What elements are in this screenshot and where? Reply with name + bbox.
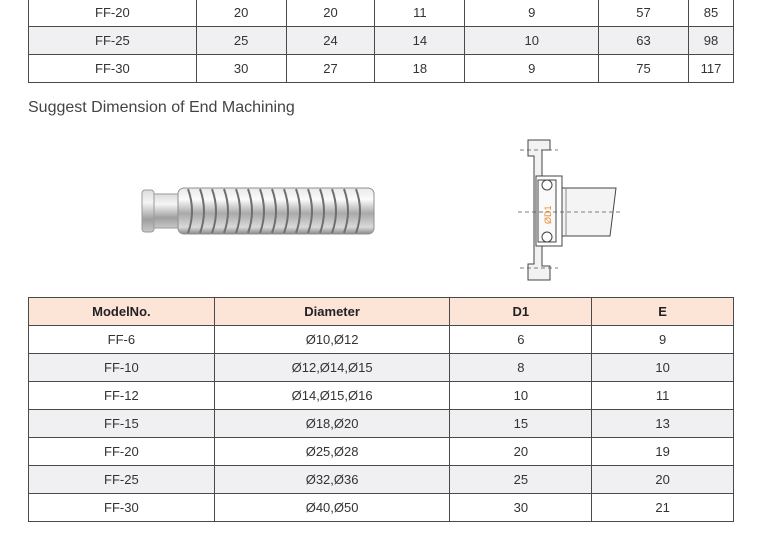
table-cell: FF-10: [29, 354, 215, 382]
table-cell: 9: [465, 55, 599, 83]
table-cell: 10: [450, 382, 592, 410]
table-cell: FF-25: [29, 466, 215, 494]
table-cell: 25: [450, 466, 592, 494]
table-cell: 20: [450, 438, 592, 466]
column-header-e: E: [592, 298, 734, 326]
table-cell: 63: [599, 27, 689, 55]
table-cell: 30: [450, 494, 592, 522]
table-cell: Ø14,Ø15,Ø16: [214, 382, 450, 410]
table-cell: FF-25: [29, 27, 197, 55]
table-row: [29, 354, 734, 382]
table-row: [29, 27, 734, 55]
end-machining-diagram: [514, 136, 624, 284]
table-cell: 98: [688, 27, 733, 55]
table-cell: 20: [196, 0, 286, 27]
table-cell: 10: [592, 354, 734, 382]
table-cell: Ø12,Ø14,Ø15: [214, 354, 450, 382]
table-cell: 8: [450, 354, 592, 382]
upper-dimension-table: [28, 0, 734, 83]
dimension-label-d1: ØD1: [543, 205, 553, 224]
table-row: [29, 438, 734, 466]
table-cell: 18: [375, 55, 465, 83]
table-cell: FF-6: [29, 326, 215, 354]
table-cell: 57: [599, 0, 689, 27]
table-cell: 20: [592, 466, 734, 494]
table-cell: Ø18,Ø20: [214, 410, 450, 438]
table-row: [29, 55, 734, 83]
table-cell: 15: [450, 410, 592, 438]
table-cell: 85: [688, 0, 733, 27]
end-machining-table: [28, 297, 734, 522]
table-cell: 75: [599, 55, 689, 83]
table-cell: 19: [592, 438, 734, 466]
table-cell: FF-30: [29, 55, 197, 83]
table-row: [29, 382, 734, 410]
table-cell: 13: [592, 410, 734, 438]
table-row: [29, 466, 734, 494]
table-cell: 14: [375, 27, 465, 55]
table-cell: FF-15: [29, 410, 215, 438]
table-cell: 21: [592, 494, 734, 522]
table-cell: Ø25,Ø28: [214, 438, 450, 466]
table-cell: 24: [286, 27, 375, 55]
table-cell: FF-20: [29, 438, 215, 466]
table-cell: FF-20: [29, 0, 197, 27]
table-cell: Ø32,Ø36: [214, 466, 450, 494]
table-header-row: [29, 298, 734, 326]
table-cell: 6: [450, 326, 592, 354]
column-header-model: ModelNo.: [29, 298, 215, 326]
table-cell: Ø40,Ø50: [214, 494, 450, 522]
table-cell: FF-30: [29, 494, 215, 522]
section-title: Suggest Dimension of End Machining: [28, 99, 295, 116]
table-cell: Ø10,Ø12: [214, 326, 450, 354]
table-row: [29, 494, 734, 522]
table-row: [29, 0, 734, 27]
table-cell: 10: [465, 27, 599, 55]
table-row: [29, 410, 734, 438]
table-cell: 27: [286, 55, 375, 83]
table-cell: FF-12: [29, 382, 215, 410]
table-cell: 9: [592, 326, 734, 354]
table-cell: 11: [592, 382, 734, 410]
table-cell: 25: [196, 27, 286, 55]
column-header-diameter: Diameter: [214, 298, 450, 326]
table-cell: 117: [688, 55, 733, 83]
table-cell: 30: [196, 55, 286, 83]
ball-screw-end-image: [140, 180, 380, 242]
table-row: [29, 326, 734, 354]
table-cell: 9: [465, 0, 599, 27]
table-cell: 20: [286, 0, 375, 27]
table-cell: 11: [375, 0, 465, 27]
column-header-d1: D1: [450, 298, 592, 326]
